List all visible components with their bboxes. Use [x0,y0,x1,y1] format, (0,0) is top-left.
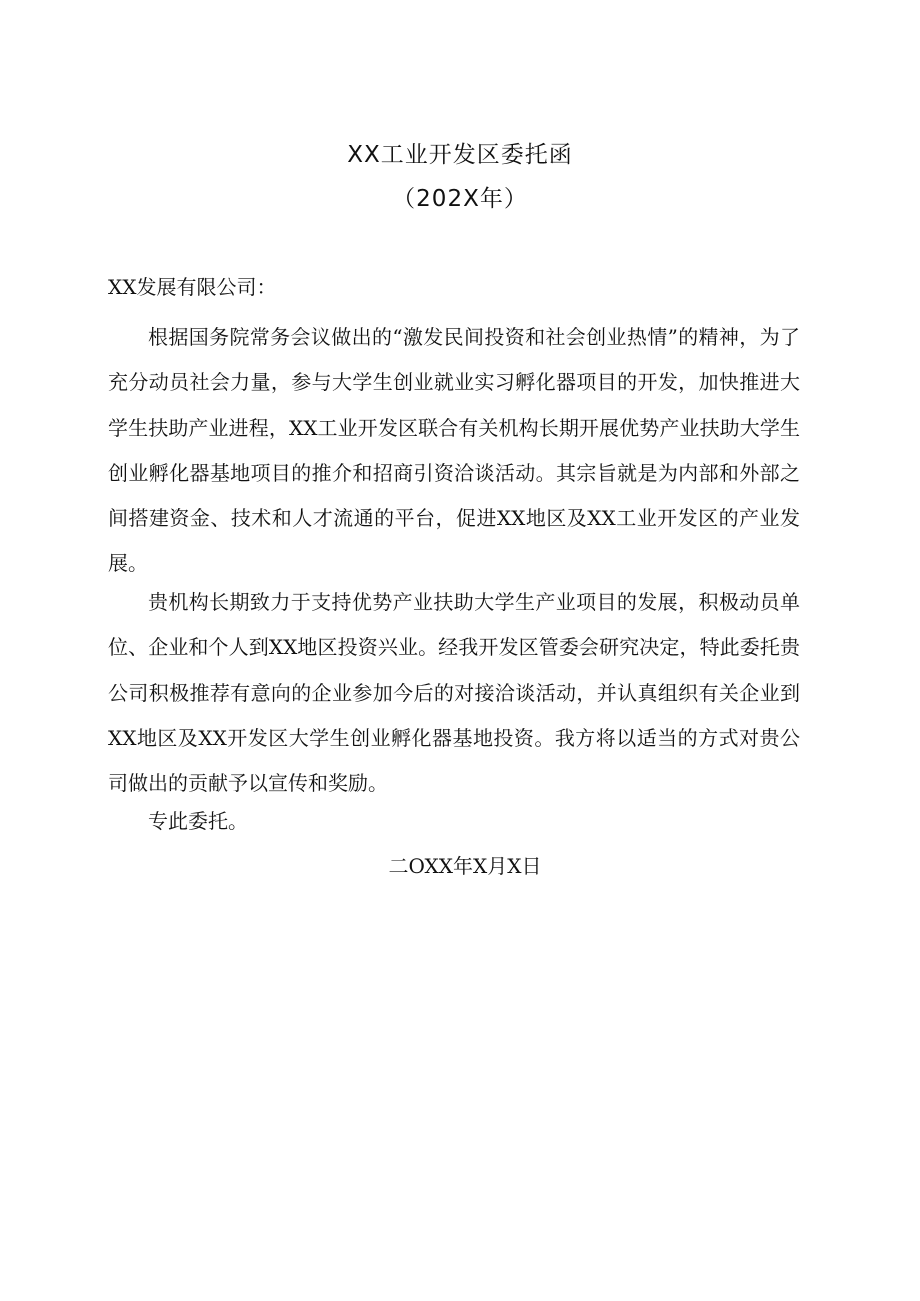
paragraph-intro: 根据国务院常务会议做出的“激发民间投资和社会创业热情”的精神，为了充分动员社会力量，参与大学生创业就业实习孵化器项目的开发，加快推进大学生扶助产业进程，XX工业开发区联合有关机构长期开展优势产业扶助大学生创业孵化器基地项目的推介和招商引资洽谈活动。其宗旨就是为内部和外部之间搭建资金、技术和人才流通的平台，促进XX地区及XX工业开发区的产业发展。 [108,325,800,576]
paragraph-closing: 专此委托。 [148,809,248,833]
salutation: XX发展有限公司： [108,275,277,299]
document-date: 二OXX年X月X日 [388,854,542,878]
document-subtitle: （202X年） [392,186,528,212]
paragraph-request: 贵机构长期致力于支持优势产业扶助大学生产业项目的发展，积极动员单位、企业和个人到XX地区投资兴业。经我开发区管委会研究决定，特此委托贵公司积极推荐有意向的企业参加今后的对接洽谈活动，并认真组织有关企业到XX地区及XX开发区大学生创业孵化器基地投资。我方将以适当的方式对贵公司做出的贡献予以宣传和奖励。 [108,590,800,796]
document-title: XX工业开发区委托函 [347,142,573,168]
